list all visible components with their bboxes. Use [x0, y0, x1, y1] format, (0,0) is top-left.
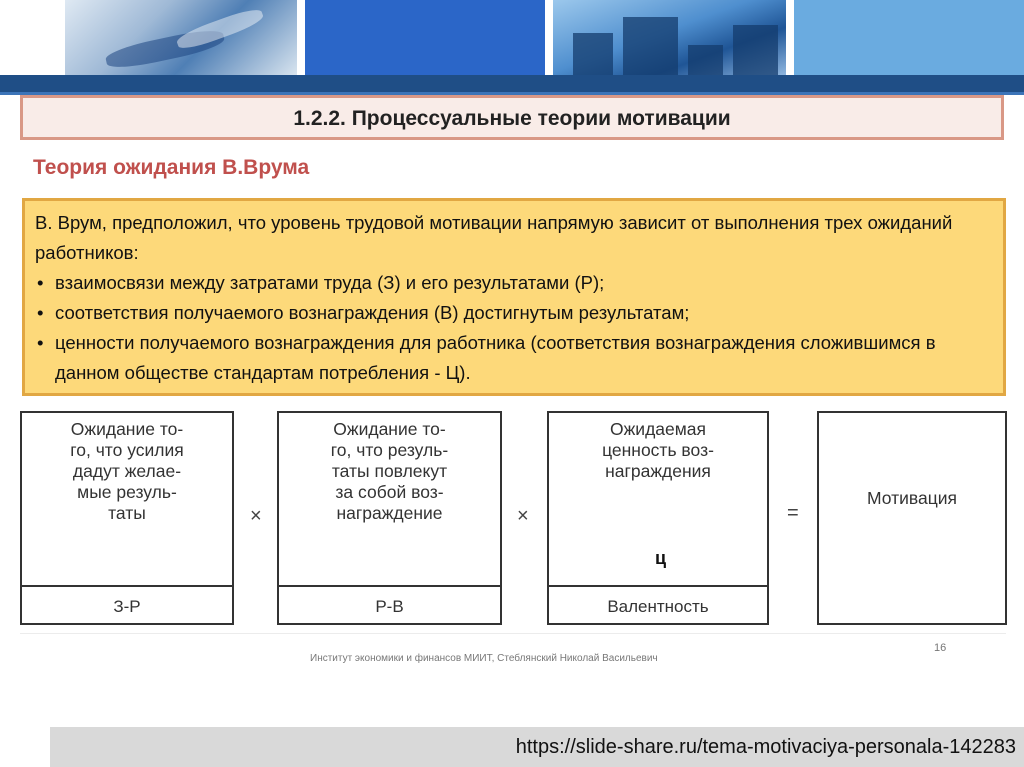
- header-sky-panel: [794, 0, 1024, 75]
- header-stripe: [0, 75, 1024, 92]
- author-line: Институт экономики и финансов МИИТ, Стеблянский Николай Васильевич: [310, 653, 658, 664]
- slide-title: 1.2.2. Процессуальные теории мотивации: [293, 107, 731, 130]
- theory-intro: В. Врум, предположил, что уровень трудовой мотивации напрямую зависит от выполнения трех ожиданий работников:: [35, 212, 953, 263]
- page-number: 16: [934, 642, 947, 654]
- formula-box-text: Ожидание то- го, что резуль- таты повлекут за собой воз- награждение: [330, 419, 449, 523]
- formula-box-valence: [547, 411, 769, 625]
- source-url-link[interactable]: https://slide-share.ru/tema-motivaciya-personala-142283: [515, 736, 1016, 758]
- bullet-item: • взаимосвязи между затратами труда (З) и его результатами (Р);: [35, 268, 993, 298]
- theory-description-box: [22, 198, 1006, 396]
- header-hands-image: [65, 0, 297, 75]
- formula-box-motivation: [817, 411, 1007, 625]
- formula-box-label: З-Р: [113, 597, 141, 616]
- bullet-item: • соответствия получаемого вознаграждения (В) достигнутым результатам;: [35, 298, 993, 328]
- slide-subtitle: Теория ожидания В.Врума: [33, 156, 310, 179]
- formula-box-effort-result: [20, 411, 234, 625]
- formula-box-label: Р-В: [375, 597, 404, 616]
- motivation-label: Мотивация: [866, 488, 958, 508]
- multiply-sign: ×: [517, 505, 529, 527]
- formula-box-text: Ожидание то- го, что усилия дадут желае- мые резуль- таты: [70, 419, 184, 523]
- formula-box-divider: [22, 585, 232, 587]
- source-url-bar: [50, 727, 1024, 767]
- footer-divider: [20, 633, 1006, 634]
- formula-box-result-reward: [277, 411, 502, 625]
- header-blue-panel: [305, 0, 545, 75]
- value-letter: ц: [655, 548, 667, 568]
- equals-sign: =: [787, 502, 799, 524]
- formula-box-text: Ожидаемая ценность воз- награждения: [602, 419, 714, 481]
- header-city-image: [553, 0, 786, 75]
- formula-box-divider: [549, 585, 767, 587]
- bullet-item: • ценности получаемого вознаграждения для работника (соответствия вознаграждения сложившимся в данном обществе стандартам потребления - Ц).: [35, 328, 993, 388]
- multiply-sign: ×: [250, 505, 262, 527]
- slide-title-bar: [20, 95, 1004, 140]
- formula-box-label: Валентность: [607, 597, 709, 616]
- formula-box-divider: [279, 585, 500, 587]
